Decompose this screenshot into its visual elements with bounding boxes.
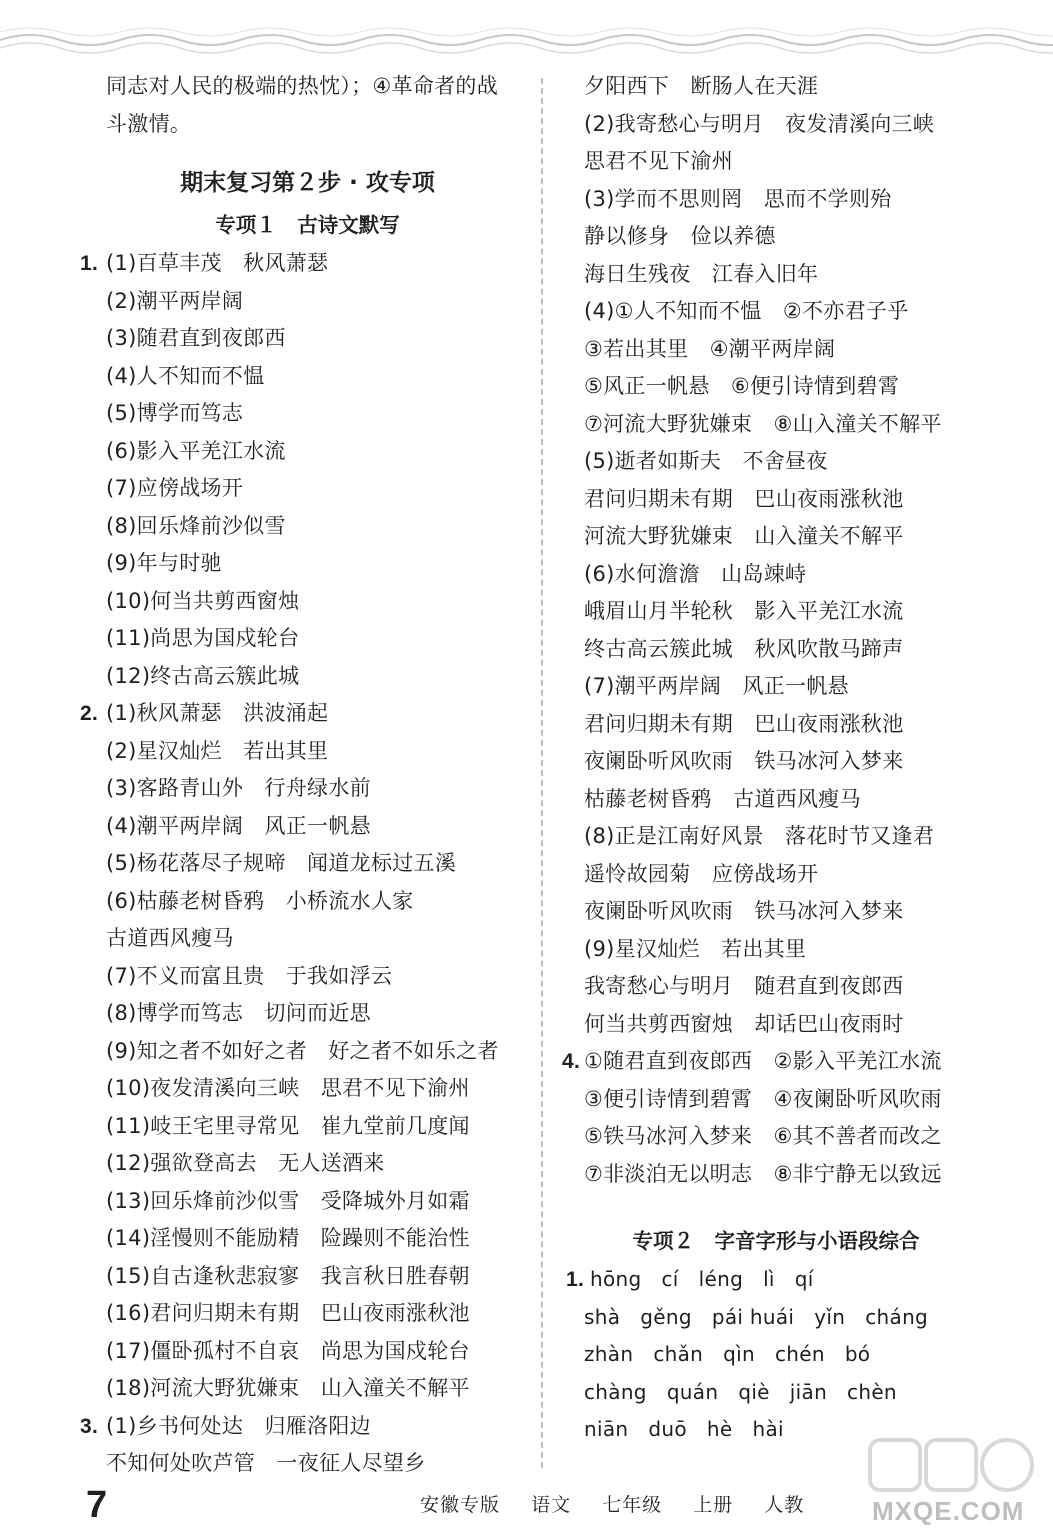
q2-item: (6)枯藤老树昏鸦 小桥流水人家	[106, 888, 414, 913]
q3-cont-item: 海日生残夜 江春入旧年	[584, 261, 819, 286]
q2-item: (11)岐王宅里寻常见 崔九堂前几度闻	[106, 1113, 470, 1138]
q2-item: (8)博学而笃志 切问而近思	[106, 1001, 371, 1025]
watermark-text: MXQE.COM	[872, 1496, 1025, 1526]
q2-item: (2)星汉灿烂 若出其里	[106, 738, 329, 763]
subsection-title-1: 专项１ 古诗文默写	[215, 213, 400, 237]
q3-cont-item: 河流大野犹嫌束 山入潼关不解平	[584, 524, 904, 548]
q1-item: (11)尚思为国戍轮台	[106, 626, 300, 650]
subsection-title-2: 专项２ 字音字形与小语段综合	[632, 1229, 920, 1253]
q1-item: (10)何当共剪西窗烛	[106, 588, 300, 613]
q2-item: (18)河流大野犹嫌束 山入潼关不解平	[106, 1376, 470, 1400]
q1-item: (7)应傍战场开	[106, 476, 244, 500]
q2-item: (13)回乐烽前沙似雪 受降城外月如霜	[106, 1188, 470, 1213]
q2-item: (14)淫慢则不能励精 险躁则不能治性	[106, 1226, 470, 1250]
q3-cont-item: (4)①人不知而不愠 ②不亦君子乎	[584, 299, 909, 323]
q1-item: (8)回乐烽前沙似雪	[106, 513, 286, 538]
q3-cont-item: 静以修身 俭以养德	[584, 224, 776, 248]
q2-item: 古道西风瘦马	[106, 926, 234, 950]
intro-line: 斗激情。	[106, 111, 192, 136]
question-number: 1.	[80, 252, 99, 275]
q3-cont-item: 峨眉山月半轮秋 影入平羌江水流	[584, 599, 904, 623]
right-column	[562, 68, 986, 1449]
q3-cont-item: (8)正是江南好风景 落花时节又逢君	[584, 824, 935, 848]
q3-cont-item: ⑦河流大野犹嫌束 ⑧山入潼关不解平	[584, 411, 942, 436]
q2-item: (5)杨花落尽子规啼 闻道龙标过五溪	[106, 851, 457, 875]
q3-cont-item: (5)逝者如斯夫 不舍昼夜	[584, 449, 828, 473]
q1-item: (6)影入平羌江水流	[106, 438, 286, 463]
q2-item: (17)僵卧孤村不自哀 尚思为国戍轮台	[106, 1338, 470, 1363]
q2-item: (16)君问归期未有期 巴山夜雨涨秋池	[106, 1301, 470, 1325]
q3-cont-item: (6)水何澹澹 山岛竦峙	[584, 561, 807, 586]
section-title: 期末复习第２步 · 攻专项	[180, 170, 435, 196]
q2-item: (7)不义而富且贵 于我如浮云	[106, 963, 393, 988]
question-number: 3.	[80, 1414, 99, 1438]
pinyin-row: 1. hōng cí léng lì qí	[566, 1261, 986, 1299]
q1-item: (5)博学而笃志	[106, 401, 244, 425]
footer-grade: 七年级	[602, 1494, 663, 1516]
q3-cont-item: 枯藤老树昏鸦 古道西风瘦马	[584, 786, 861, 811]
page-number: 7	[86, 1484, 108, 1526]
footer-subject: 语文	[531, 1494, 572, 1516]
q3-cont-item: 夜阑卧听风吹雨 铁马冰河入梦来	[584, 749, 904, 773]
q2-item: (4)潮平两岸阔 风正一帆悬	[106, 813, 371, 838]
q3-cont-item: 夕阳西下 断肠人在天涯	[584, 74, 819, 98]
q1-item: (12)终古高云簇此城	[106, 663, 300, 688]
footer-publisher: 人教	[764, 1494, 805, 1516]
left-column	[80, 68, 535, 1483]
q3-cont-item: 终古高云簇此城 秋风吹散马蹄声	[584, 636, 904, 661]
q4-item: 4. ①随君直到夜郎西 ②影入平羌江水流	[566, 1043, 986, 1081]
q3-cont-item: 何当共剪西窗烛 却话巴山夜雨时	[584, 1011, 904, 1036]
q3-cont-item: 君问归期未有期 巴山夜雨涨秋池	[584, 486, 904, 511]
q3-cont-item: (9)星汉灿烂 若出其里	[584, 936, 807, 961]
q4-item: ⑦非淡泊无以明志 ⑧非宁静无以致远	[584, 1161, 942, 1186]
top-wave-decoration	[0, 0, 1053, 70]
pinyin-row: chàng quán qiè jiān chèn	[584, 1379, 897, 1404]
q1-item: (4)人不知而不愠	[106, 363, 265, 388]
q1-item: (9)年与时驰	[106, 551, 222, 575]
q1-item: 1. (1)百草丰茂 秋风萧瑟	[80, 245, 535, 283]
q3-cont-item: 遥怜故园菊 应傍战场开	[584, 861, 819, 886]
q3-cont-item: ⑤风正一帆悬 ⑥便引诗情到碧霄	[584, 374, 900, 398]
q3-item: 不知何处吹芦管 一夜征人尽望乡	[106, 1451, 426, 1475]
q3-cont-item: 我寄愁心与明月 随君直到夜郎西	[584, 974, 904, 998]
q1-item: (3)随君直到夜郎西	[106, 326, 286, 350]
footer-info	[420, 1490, 828, 1517]
column-divider	[541, 78, 543, 1468]
question-number: 4.	[562, 1050, 581, 1073]
pinyin-row: niān duō hè hài	[584, 1417, 784, 1441]
q3-cont-item: 夜阑卧听风吹雨 铁马冰河入梦来	[584, 899, 904, 923]
q1-item: (2)潮平两岸阔	[106, 288, 244, 313]
pinyin-row: zhàn chǎn qìn chén bó	[584, 1342, 871, 1366]
q3-cont-item: ③若出其里 ④潮平两岸阔	[584, 336, 836, 361]
footer-volume: 上册	[693, 1494, 734, 1516]
q3-cont-item: 思君不见下渝州	[584, 149, 734, 173]
question-number: 1.	[566, 1268, 585, 1291]
q2-item: (15)自古逢秋悲寂寥 我言秋日胜春朝	[106, 1263, 470, 1288]
q2-item: (9)知之者不如好之者 好之者不如乐之者	[106, 1038, 499, 1063]
q4-item: ⑤铁马冰河入梦来 ⑥其不善者而改之	[584, 1124, 942, 1148]
q2-item: 2. (1)秋风萧瑟 洪波涌起	[80, 695, 535, 733]
footer-edition: 安徽专版	[420, 1494, 501, 1516]
q4-item: ③便引诗情到碧霄 ④夜阑卧听风吹雨	[584, 1086, 942, 1111]
q3-cont-item: (3)学而不思则罔 思而不学则殆	[584, 186, 892, 211]
q2-item: (12)强欲登高去 无人送酒来	[106, 1151, 385, 1175]
q3-cont-item: (2)我寄愁心与明月 夜发清溪向三峡	[584, 111, 935, 136]
page-footer	[0, 1480, 1053, 1530]
intro-line: 同志对人民的极端的热忱）；④革命者的战	[106, 74, 499, 98]
q3-cont-item: 君问归期未有期 巴山夜雨涨秋池	[584, 711, 904, 736]
q3-item: 3. (1)乡书何处达 归雁洛阳边	[80, 1408, 535, 1446]
q3-cont-item: (7)潮平两岸阔 风正一帆悬	[584, 674, 849, 698]
question-number: 2.	[80, 702, 99, 725]
q2-item: (10)夜发清溪向三峡 思君不见下渝州	[106, 1076, 470, 1100]
pinyin-row: shà gěng pái huái yǐn cháng	[584, 1304, 929, 1329]
q2-item: (3)客路青山外 行舟绿水前	[106, 776, 371, 800]
